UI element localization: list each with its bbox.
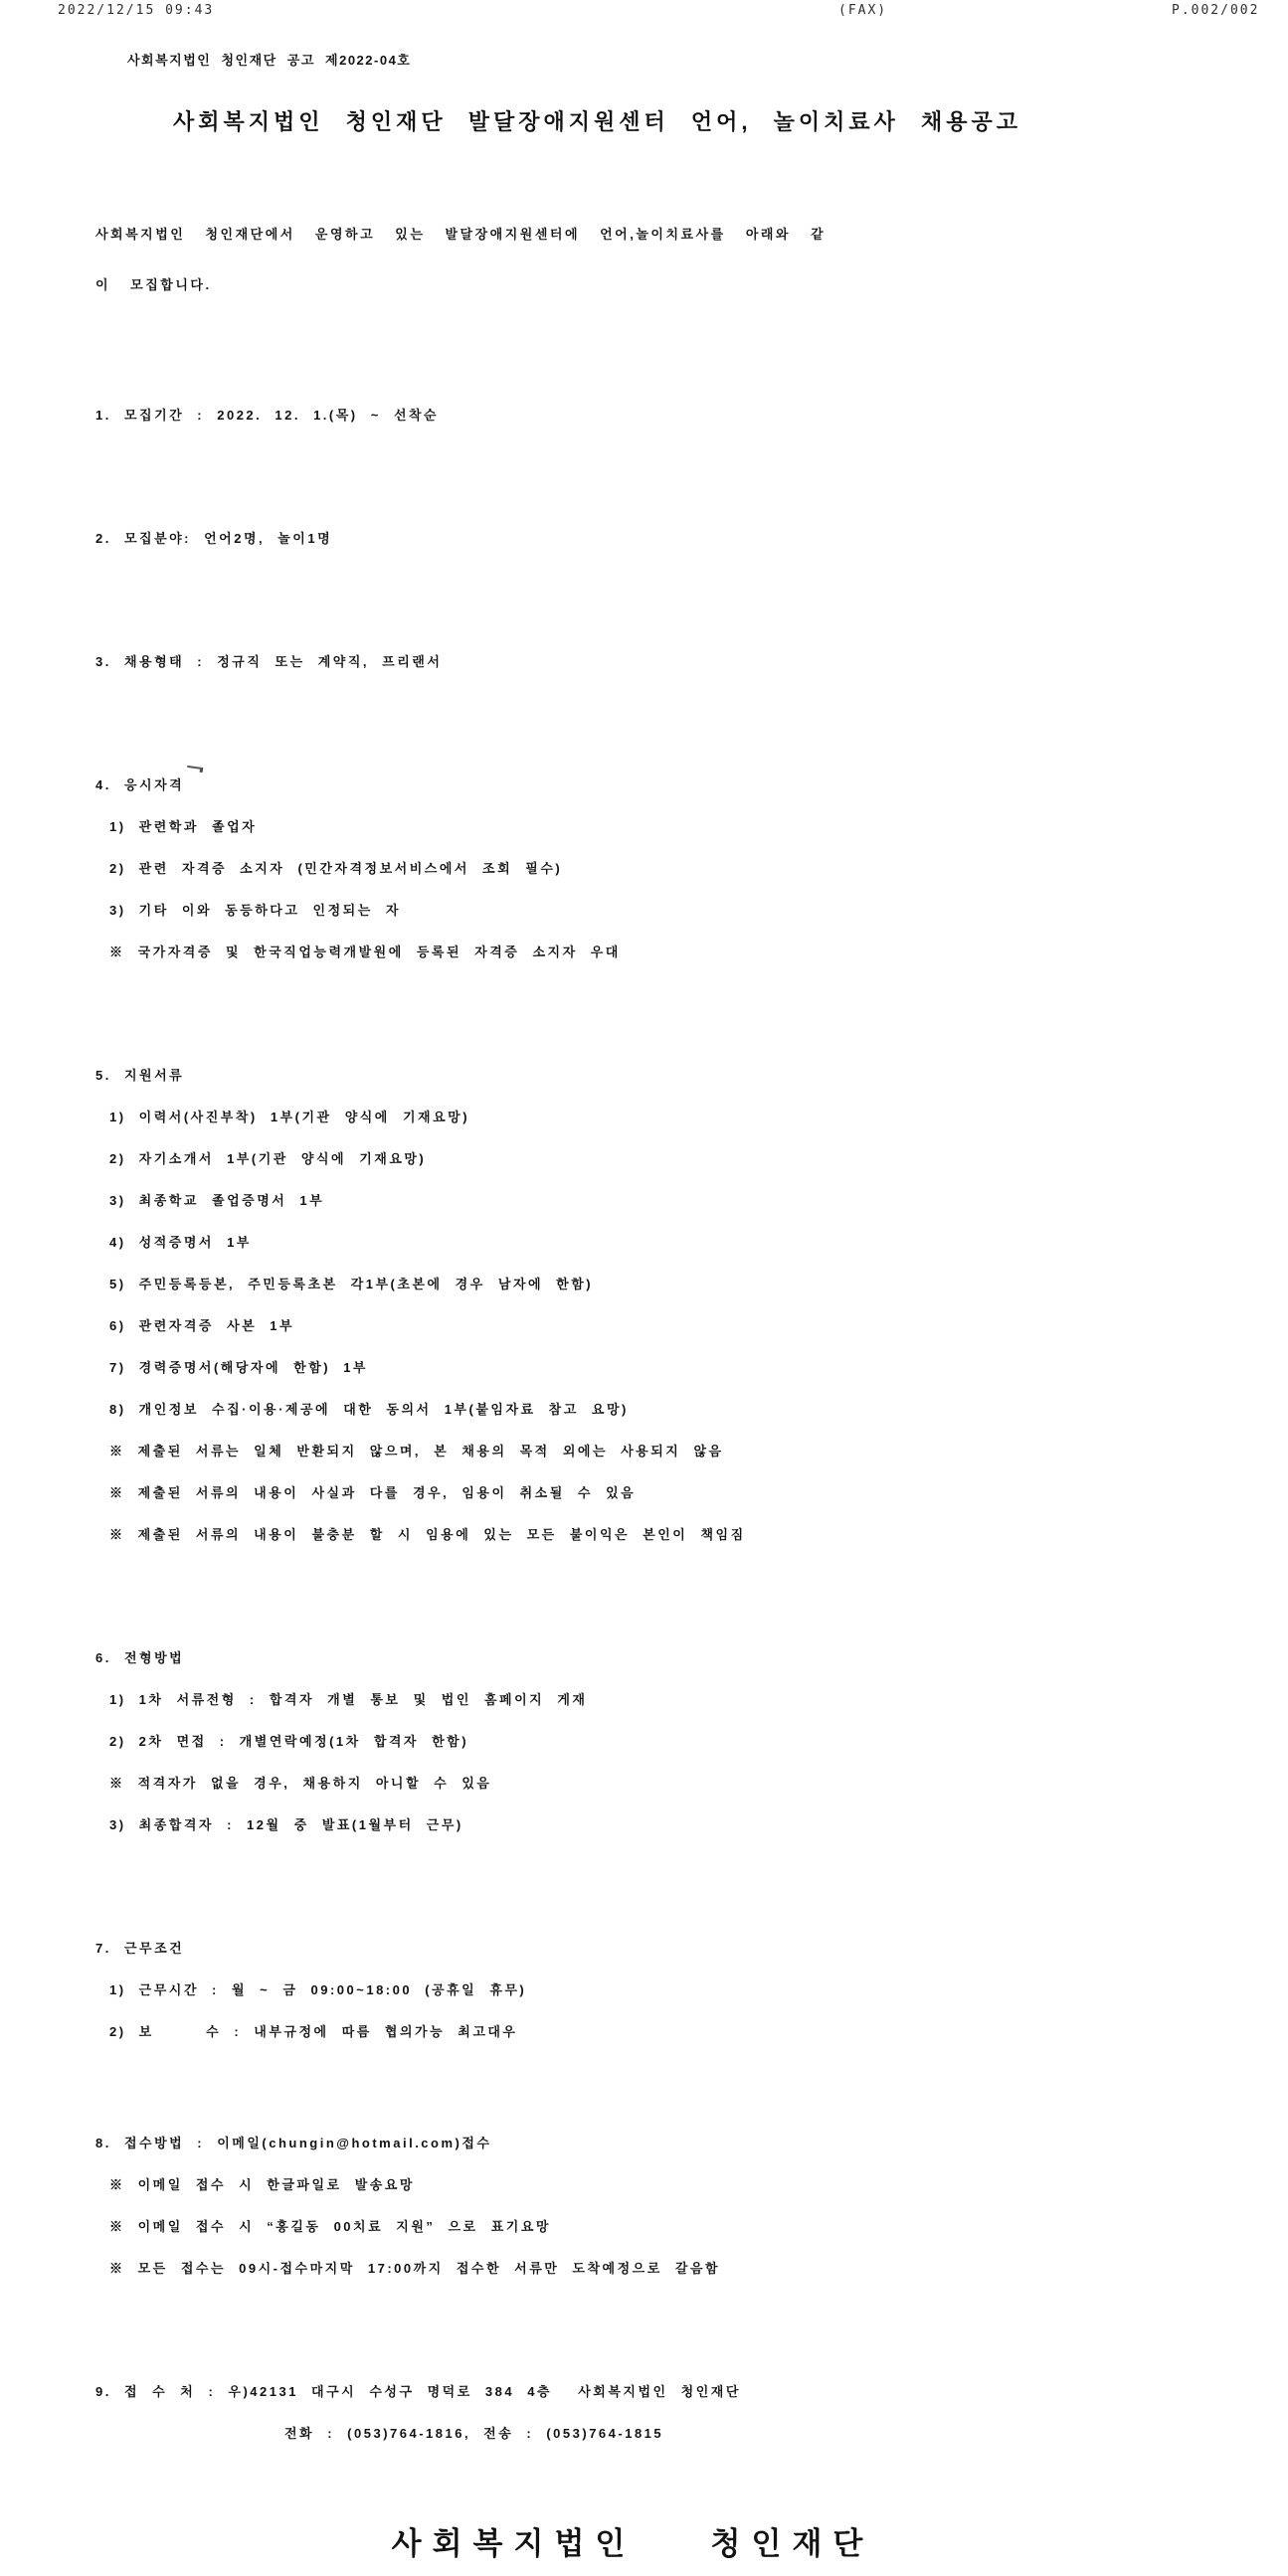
- section-title: 5. 지원서류: [95, 1068, 185, 1083]
- section-title: 4. 응시자격: [95, 777, 185, 792]
- doc-line: 1) 이력서(사진부착) 1부(기관 양식에 기재요망): [109, 1110, 470, 1124]
- section-working-conditions: [95, 1914, 1229, 2067]
- doc-line: ※ 이메일 접수 시 한글파일로 발송요망: [109, 2177, 415, 2192]
- fax-label: (FAX): [838, 3, 888, 18]
- section-employment-type: [95, 627, 1229, 697]
- section-title: 8. 접수방법 : 이메일(chungin@hotmail.com)접수: [95, 2136, 492, 2150]
- fax-page-number: P.002/002: [1172, 3, 1260, 18]
- doc-line: 2) 보 수 : 내부규정에 따름 협의가능 최고대우: [109, 2024, 518, 2039]
- doc-line: ※ 국가자격증 및 한국직업능력개발원에 등록된 자격증 소지자 우대: [109, 945, 621, 959]
- notice-document: [95, 26, 1229, 2576]
- notice-number: 사회복지법인 청인재단 공고 제2022-04호: [127, 53, 412, 68]
- doc-line: 전화 : (053)764-1816, 전송 : (053)764-1815: [284, 2426, 664, 2441]
- doc-line: 3) 최종합격자 : 12월 중 발표(1월부터 근무): [109, 1817, 463, 1832]
- section-submission-address: [95, 2357, 1229, 2469]
- section-application-method: [95, 2109, 1229, 2304]
- intro-line: 사회복지법인 청인재단에서 운영하고 있는 발달장애지원센터에 언어,놀이치료사를 아래와 같: [95, 227, 827, 242]
- doc-line: ※ 모든 접수는 09시-접수마지막 17:00까지 접수한 서류만 도착예정으로 갈음함: [109, 2261, 721, 2276]
- doc-line: 4) 성적증명서 1부: [109, 1235, 252, 1250]
- section-recruit-field: [95, 504, 1229, 574]
- organization-signature: 사회복지법인 청인재단: [391, 2526, 874, 2561]
- section-title: 1. 모집기간 : 2022. 12. 1.(목) ~ 선착순: [95, 408, 440, 423]
- doc-line: 5) 주민등록등본, 주민등록초본 각1부(초본에 경우 남자에 한함): [109, 1277, 594, 1291]
- doc-line: 8) 개인정보 수집·이용·제공에 대한 동의서 1부(붙임자료 참고 요망): [109, 1402, 629, 1417]
- doc-line: 2) 2차 면접 : 개별연락예정(1차 합격자 한함): [109, 1734, 469, 1749]
- doc-line: 1) 1차 서류전형 : 합격자 개별 통보 및 법인 홈페이지 게재: [109, 1692, 588, 1707]
- doc-line: 3) 최종학교 졸업증명서 1부: [109, 1193, 325, 1208]
- doc-line: ※ 적격자가 없을 경우, 채용하지 아니할 수 있음: [109, 1776, 492, 1791]
- intro-paragraph: [95, 192, 1229, 327]
- doc-line: ※ 제출된 서류의 내용이 불충분 할 시 임용에 있는 모든 불이익은 본인이 책임짐: [109, 1527, 746, 1542]
- section-title: 7. 근무조건: [95, 1941, 185, 1956]
- intro-line: 이 모집합니다.: [95, 277, 212, 292]
- doc-line: 1) 관련학과 졸업자: [109, 819, 258, 834]
- section-selection-process: [95, 1624, 1229, 1860]
- fax-datetime: 2022/12/15 09:43: [58, 3, 215, 18]
- page-title: 사회복지법인 청인재단 발달장애지원센터 언어, 놀이치료사 채용공고: [173, 109, 1021, 134]
- doc-line: ※ 제출된 서류는 일체 반환되지 않으며, 본 채용의 목적 외에는 사용되지 않음: [109, 1444, 724, 1459]
- section-title: 9. 접 수 처 : 우)42131 대구시 수성구 명덕로 384 4층 사회복지법인 청인재단: [95, 2384, 741, 2399]
- section-title: 3. 채용형태 : 정규직 또는 계약직, 프리랜서: [95, 654, 443, 669]
- doc-line: 3) 기타 이와 동등하다고 인정되는 자: [109, 903, 401, 918]
- section-title: 6. 전형방법: [95, 1650, 185, 1665]
- doc-line: 1) 근무시간 : 월 ~ 금 09:00~18:00 (공휴일 휴무): [109, 1982, 527, 1997]
- doc-line: ※ 제출된 서류의 내용이 사실과 다를 경우, 임용이 취소될 수 있음: [109, 1485, 637, 1500]
- fax-transmission-header: [0, 3, 1288, 19]
- doc-line: 6) 관련자격증 사본 1부: [109, 1318, 295, 1333]
- doc-line: ※ 이메일 접수 시 “홍길동 00치료 지원” 으로 표기요망: [109, 2219, 551, 2234]
- doc-line: 2) 자기소개서 1부(기관 양식에 기재요망): [109, 1151, 427, 1166]
- section-qualifications: [95, 751, 1229, 987]
- section-recruit-period: [95, 381, 1229, 450]
- doc-line: 2) 관련 자격증 소지자 (민간자격정보서비스에서 조회 필수): [109, 861, 563, 876]
- section-title: 2. 모집분야: 언어2명, 놀이1명: [95, 531, 333, 546]
- doc-line: 7) 경력증명서(해당자에 한함) 1부: [109, 1360, 368, 1375]
- section-application-documents: [95, 1041, 1229, 1570]
